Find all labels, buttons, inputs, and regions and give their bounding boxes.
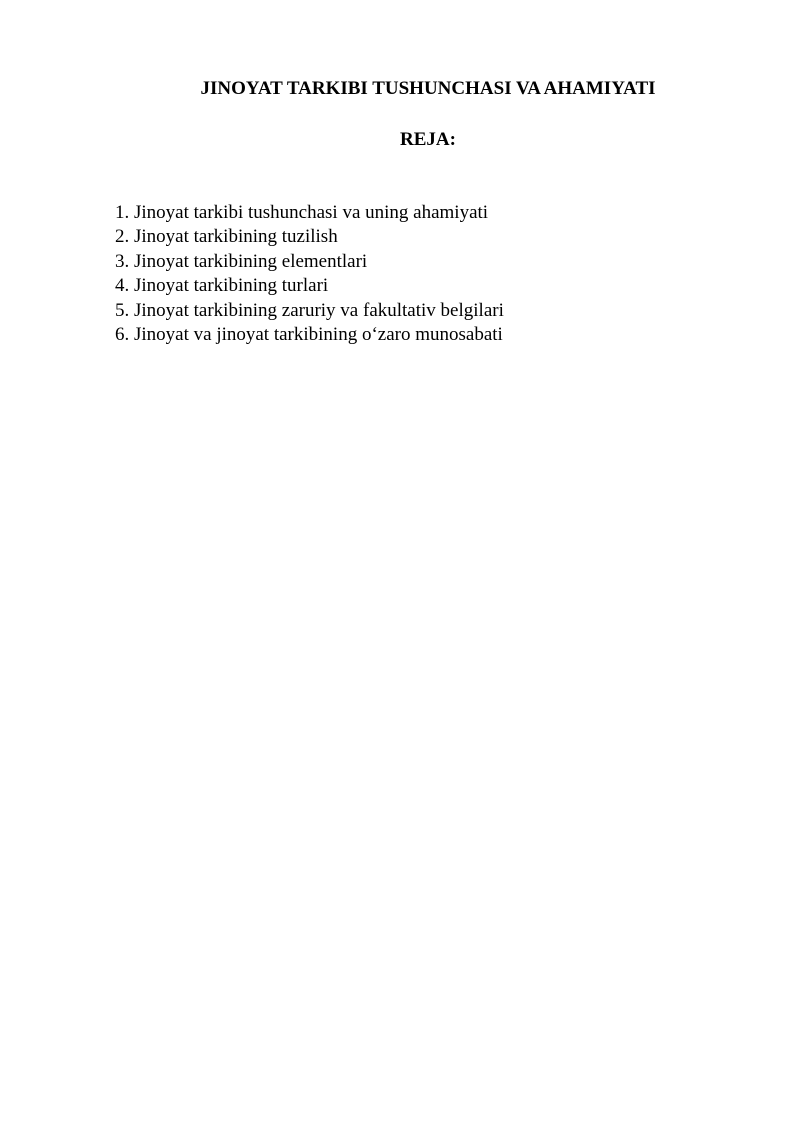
plan-item: 3. Jinoyat tarkibining elementlari [115, 250, 368, 272]
plan-item: 6. Jinoyat va jinoyat tarkibining o‘zaro munosabati [115, 324, 503, 346]
plan-heading: REJA: [400, 129, 456, 150]
document-title: JINOYAT TARKIBI TUSHUNCHASI VA AHAMIYATI [200, 78, 656, 99]
plan-item: 2. Jinoyat tarkibining tuzilish [115, 226, 338, 248]
plan-item: 4. Jinoyat tarkibining turlari [115, 275, 329, 297]
plan-item: 5. Jinoyat tarkibining zaruriy va fakultativ belgilari [115, 299, 504, 321]
plan-item: 1. Jinoyat tarkibi tushunchasi va uning ahamiyati [115, 202, 489, 223]
plan-list [115, 201, 504, 347]
